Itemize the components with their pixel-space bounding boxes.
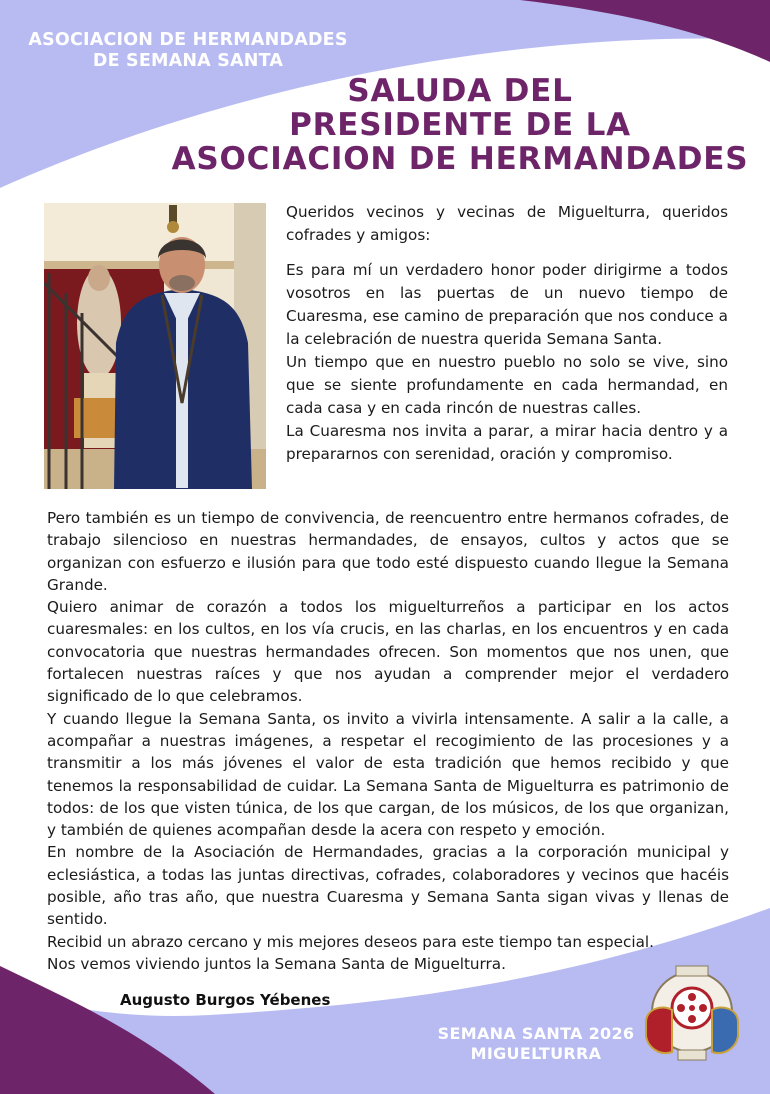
crest-icon	[642, 964, 742, 1066]
organization-line-1: ASOCIACION DE HERMANDADES	[28, 30, 348, 50]
title-line-2: PRESIDENTE DE LA	[289, 107, 631, 143]
letter-paragraph: Pero también es un tiempo de convivencia, de reencuentro entre hermanos cofrades, de trabajo silencioso en nuestras hermandades, de ensayos, cultos y actos que se organizan con esfuerzo e ilusión para que todo esté dispuesto cuando llegue la Semana Grande.	[47, 509, 729, 594]
letter-paragraph: La Cuaresma nos invita a parar, a mirar hacia dentro y a prepararnos con serenidad, oración y compromiso.	[286, 422, 728, 463]
title-line-3: ASOCIACION DE HERMANDADES	[171, 141, 749, 177]
footer-line-2: MIGUELTURRA	[470, 1044, 602, 1063]
organization-heading	[18, 30, 358, 72]
letter-closing: Nos vemos viviendo juntos la Semana Santa de Miguelturra.	[47, 954, 506, 973]
footer-line-1: SEMANA SANTA 2026	[437, 1024, 635, 1043]
letter-paragraph: Y cuando llegue la Semana Santa, os invito a vivirla intensamente. A salir a la calle, a acompañar a nuestras imágenes, a respetar el recogimiento de las procesiones y a transmitir a los más jóvenes el valor de esta tradición que hemos recibido y que tenemos la responsabilidad de cuidar. La Semana Santa de Miguelturra es patrimonio de todos: de los que visten túnica, de los que cargan, de los músicos, de los que organizan, y también de quienes acompañan desde la acera con respeto y emoción.	[47, 709, 729, 840]
letter-greeting: Queridos vecinos y vecinas de Miguelturra, queridos cofrades y amigos:	[286, 203, 728, 244]
letter-paragraph: Es para mí un verdadero honor poder dirigirme a todos vosotros en las puertas de un nuevo tiempo de Cuaresma, ese camino de preparación que nos conduce a la celebración de nuestra querida Semana Santa.	[286, 261, 728, 348]
president-photo	[44, 203, 266, 489]
letter-paragraph: Recibid un abrazo cercano y mis mejores deseos para este tiempo tan especial.	[47, 932, 654, 951]
page-title	[150, 74, 770, 176]
signature: Augusto Burgos Yébenes	[120, 991, 331, 1009]
letter-body	[47, 507, 729, 975]
letter-paragraph: Un tiempo que en nuestro pueblo no solo se vive, sino que se siente profundamente en cada hermandad, en cada casa y en cada rincón de nuestras calles.	[286, 353, 728, 417]
title-line-1: SALUDA DEL	[347, 73, 573, 109]
footer-event	[430, 1024, 642, 1064]
letter-paragraph: En nombre de la Asociación de Hermandades, gracias a la corporación municipal y eclesiástica, a todas las juntas directivas, cofrades, colaboradores y vecinos que hacéis posible, año tras año, que nuestra Cuaresma y Semana Santa sigan vivas y llenas de sentido.	[47, 843, 729, 929]
letter-paragraph: Quiero animar de corazón a todos los miguelturreños a participar en los actos cuaresmales: en los cultos, en los vía crucis, en las charlas, en los encuentros y en cada convocatoria que nuestras hermandades ofrecen. Son momentos que nos unen, que fortalecen nuestras raíces y que nos ayudan a comprender mejor el verdadero significado de lo que celebramos.	[47, 598, 729, 706]
organization-line-2: DE SEMANA SANTA	[92, 51, 284, 71]
letter-intro-column	[286, 201, 728, 466]
